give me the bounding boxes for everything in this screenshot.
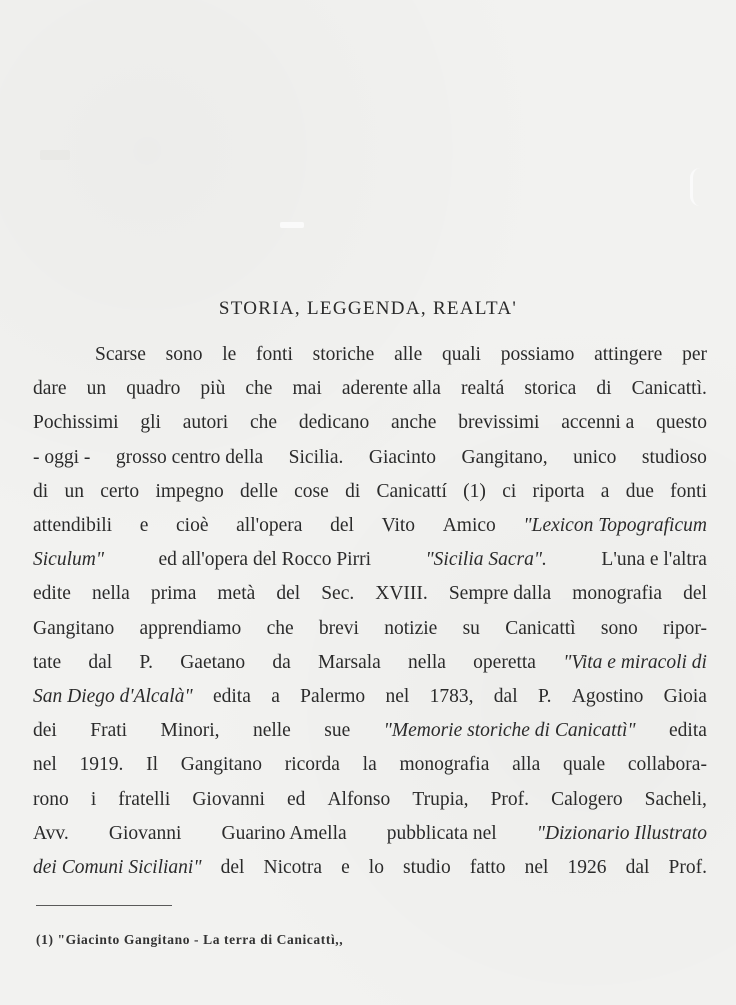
margin-mark <box>690 168 709 206</box>
text-line <box>33 481 707 503</box>
word: realtá <box>460 378 505 400</box>
word: Giovanni <box>108 822 182 844</box>
footnote-rule <box>36 905 172 906</box>
word: da <box>272 651 291 673</box>
word: P. <box>139 651 153 673</box>
word: Sempre dalla <box>448 583 552 605</box>
word: che <box>266 617 294 639</box>
word: questo <box>656 412 707 434</box>
word: Vito <box>381 515 416 536</box>
word: edita <box>212 686 251 707</box>
word: per <box>682 344 707 365</box>
word: e <box>139 515 149 536</box>
italic-title: "Memorie storiche di Canicattì" <box>383 720 636 742</box>
word: certo <box>100 480 140 502</box>
footnote: (1) "Giacinto Gangitano - La terra di Canicattì,, <box>36 932 344 947</box>
word: Scarse <box>95 344 146 365</box>
word: cioè <box>176 515 209 536</box>
word: Canicattì. <box>631 378 707 400</box>
word: Gaetano <box>180 651 246 673</box>
word: studioso <box>641 446 707 468</box>
word: più <box>200 378 226 400</box>
text-line <box>33 549 707 571</box>
text-line <box>95 344 707 366</box>
word: alla <box>512 754 541 776</box>
word: su <box>462 617 480 639</box>
word: attingere <box>594 344 663 365</box>
word: monografia <box>399 754 490 776</box>
word: un <box>64 480 84 502</box>
word: di <box>596 378 612 400</box>
word: Guarino Amella <box>221 822 347 844</box>
text-line <box>33 857 707 879</box>
word: gli <box>140 412 161 434</box>
italic-title: "Vita e miracoli di <box>563 651 707 673</box>
word: - oggi - <box>33 446 91 468</box>
italic-title: "Dizionario Illustrato <box>536 822 707 844</box>
word: Giovanni <box>192 788 265 810</box>
paper-speck <box>280 222 304 228</box>
italic-title: "Lexicon Topograficum <box>523 515 707 536</box>
word: Sacheli, <box>644 788 707 810</box>
word: Marsala <box>318 651 381 673</box>
word: la <box>362 754 377 776</box>
word: ripor- <box>662 617 707 639</box>
paper-speck <box>40 150 70 160</box>
word: del <box>683 583 707 605</box>
word: Trupia, <box>412 788 469 810</box>
word: pubblicata nel <box>386 822 497 844</box>
word: Frati <box>90 720 128 742</box>
word: quale <box>562 754 606 776</box>
word: Palermo <box>300 686 366 707</box>
word: metà <box>217 583 256 605</box>
word: anche <box>390 412 437 434</box>
word: ci <box>502 480 517 502</box>
word: dal <box>493 686 518 707</box>
word: che <box>249 412 278 434</box>
word: Gangitano, <box>461 446 548 468</box>
word: 1919. <box>79 754 124 776</box>
word: Pochissimi <box>33 412 119 434</box>
word: P. <box>537 686 552 707</box>
word: di <box>345 480 361 502</box>
word: di <box>33 480 49 502</box>
text-line <box>33 720 707 742</box>
word: ricorda <box>284 754 340 776</box>
word: nella <box>91 583 130 605</box>
word: fonti <box>670 480 707 502</box>
word: brevissimi <box>458 412 540 434</box>
word: storiche <box>312 344 375 365</box>
word: Amico <box>442 515 496 536</box>
word: monografia <box>572 583 663 605</box>
word: Agostino <box>571 686 644 707</box>
word: Canicattí <box>376 480 447 502</box>
chapter-title: STORIA, LEGGENDA, REALTA' <box>218 298 518 319</box>
word: nella <box>408 651 446 673</box>
word: fonti <box>256 344 293 365</box>
word: autori <box>182 412 229 434</box>
text-line <box>33 515 707 537</box>
word: edita <box>669 720 707 742</box>
word: (1) <box>463 480 486 502</box>
word: tate <box>33 651 62 673</box>
word: Minori, <box>160 720 220 742</box>
word: fatto <box>469 857 506 878</box>
word: unico <box>573 446 617 468</box>
italic-title: "Sicilia Sacra". <box>425 549 547 571</box>
word: fratelli <box>118 788 171 810</box>
word: dal <box>88 651 113 673</box>
italic-title: Siculum" <box>33 549 105 571</box>
text-line <box>33 583 707 605</box>
word: Gangitano <box>180 754 263 776</box>
word: L'una e l'altra <box>601 549 707 571</box>
word: grosso centro della <box>115 446 264 468</box>
word: Gangitano <box>33 617 115 639</box>
word: studio <box>403 857 451 878</box>
word: nel <box>33 754 57 776</box>
word: ed all'opera del Rocco Pirri <box>158 549 372 571</box>
word: i <box>90 788 97 810</box>
word: ed <box>286 788 306 810</box>
word: sono <box>600 617 638 639</box>
word: Prof. <box>490 788 530 810</box>
text-line <box>33 447 707 469</box>
word: storica <box>524 378 577 400</box>
word: Canicattì <box>505 617 576 639</box>
word: che <box>245 378 273 400</box>
word: sue <box>324 720 351 742</box>
word: impegno <box>155 480 224 502</box>
word: collabora- <box>627 754 707 776</box>
word: nelle <box>252 720 291 742</box>
word: rono <box>33 788 69 810</box>
word: Gioia <box>663 686 707 707</box>
word: apprendiamo <box>139 617 242 639</box>
word: 1926 <box>567 857 607 878</box>
word: all'opera <box>236 515 303 536</box>
word: notizie <box>384 617 438 639</box>
word: lo <box>368 857 384 878</box>
word: mai <box>292 378 322 400</box>
word: Alfonso <box>327 788 391 810</box>
word: attendibili <box>33 515 113 536</box>
word: del <box>330 515 354 536</box>
text-line <box>33 378 707 400</box>
word: a <box>600 480 610 502</box>
word: nel <box>385 686 410 707</box>
word: Calogero <box>551 788 623 810</box>
word: operetta <box>473 651 536 673</box>
word: dedicano <box>298 412 370 434</box>
text-line <box>33 618 707 640</box>
word: nel <box>524 857 549 878</box>
word: dare <box>33 378 67 400</box>
text-line <box>33 652 707 674</box>
word: XVIII. <box>375 583 428 605</box>
word: delle <box>239 480 278 502</box>
word: Sicilia. <box>288 446 344 468</box>
text-line <box>33 412 707 434</box>
word: 1783, <box>429 686 474 707</box>
word: del <box>276 583 301 605</box>
italic-title: San Diego d'Alcalà" <box>33 686 193 707</box>
word: dal <box>625 857 650 878</box>
word: due <box>625 480 654 502</box>
word: e <box>341 857 350 878</box>
word: Giacinto <box>368 446 437 468</box>
word: accenni a <box>561 412 635 434</box>
word: a <box>271 686 280 707</box>
word: quali <box>441 344 481 365</box>
word: dei <box>33 720 57 742</box>
text-line <box>33 754 707 776</box>
word: alle <box>394 344 423 365</box>
word: del <box>220 857 245 878</box>
word: brevi <box>318 617 359 639</box>
italic-title: dei Comuni Siciliani" <box>33 857 202 878</box>
word: sono <box>165 344 203 365</box>
word: possiamo <box>500 344 575 365</box>
word: Il <box>146 754 159 776</box>
word: Sec. <box>321 583 355 605</box>
word: Nicotra <box>263 857 322 878</box>
word: edite <box>33 583 71 605</box>
word: prima <box>150 583 197 605</box>
word: Prof. <box>668 857 707 878</box>
word: quadro <box>126 378 181 400</box>
text-line <box>33 789 707 811</box>
word: aderente alla <box>341 378 441 400</box>
word: riporta <box>532 480 585 502</box>
word: un <box>86 378 107 400</box>
text-line <box>33 823 707 845</box>
text-line <box>33 686 707 708</box>
word: le <box>222 344 237 365</box>
word: Avv. <box>33 822 69 844</box>
word: cose <box>294 480 329 502</box>
